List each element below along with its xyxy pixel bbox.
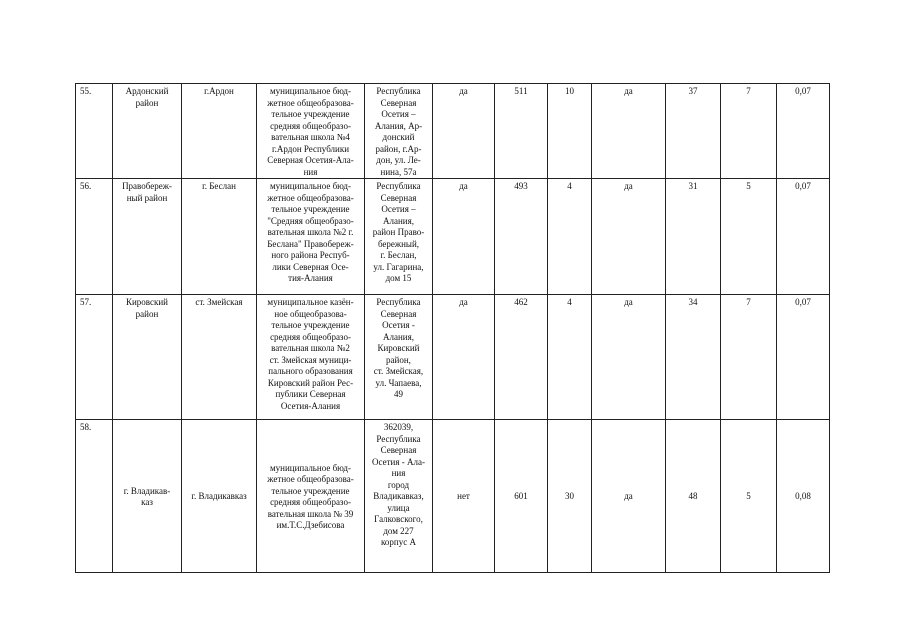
locality-cell: г.Ардон <box>182 84 257 179</box>
value-cell: 511 <box>495 84 548 179</box>
address-cell: Республика Северная Осетия – Алания, Ар- донский район, г.Ар- дон, ул. Ле- нина, 57а <box>365 84 433 179</box>
row-number: 58. <box>76 420 113 573</box>
school-name-cell: муниципальное бюд- жетное общеобразова- тельное учреждение "Средняя общеобразо- вательная школа №2 г. Беслана" Правобереж- ного района Респуб- лики Северная Осе- тия-Алания <box>257 179 365 295</box>
flag-cell: да <box>433 84 495 179</box>
value-cell: 7 <box>721 295 777 420</box>
value-cell: 30 <box>548 420 592 573</box>
schools-table <box>75 83 830 573</box>
value-cell: 37 <box>666 84 721 179</box>
value-cell: 10 <box>548 84 592 179</box>
value-cell: 462 <box>495 295 548 420</box>
district-cell: Правобереж- ный район <box>113 179 182 295</box>
value-cell: 48 <box>666 420 721 573</box>
school-name-cell: муниципальное казён- ное общеобразова- тельное учреждение средняя общеобразо- вательная школа №2 ст. Змейская муници- пального образования Кировский район Рес- публики Северная Осетия-Алания <box>257 295 365 420</box>
table-row <box>76 420 830 573</box>
school-name-cell: муниципальное бюд- жетное общеобразова- тельное учреждение средняя общеобразо- вательная школа №4 г.Ардон Республики Северная Осетия-Ала- ния <box>257 84 365 179</box>
ratio-cell: 0,08 <box>777 420 830 573</box>
ratio-cell: 0,07 <box>777 295 830 420</box>
value-cell: 7 <box>721 84 777 179</box>
value-cell: 5 <box>721 179 777 295</box>
district-cell: Кировский район <box>113 295 182 420</box>
district-cell: Ардонский район <box>113 84 182 179</box>
ratio-cell: 0,07 <box>777 179 830 295</box>
value-cell: 4 <box>548 295 592 420</box>
value-cell: 601 <box>495 420 548 573</box>
ratio-cell: 0,07 <box>777 84 830 179</box>
flag-cell: да <box>592 295 666 420</box>
locality-cell: г. Владикавказ <box>182 420 257 573</box>
value-cell: 5 <box>721 420 777 573</box>
flag-cell: да <box>433 295 495 420</box>
table-row <box>76 84 830 179</box>
district-cell: г. Владикав- каз <box>113 420 182 573</box>
school-name-cell: муниципальное бюд- жетное общеобразова- тельное учреждение средняя общеобразо- вательная школа № 39 им.Т.С.Дзебисова <box>257 420 365 573</box>
flag-cell: нет <box>433 420 495 573</box>
flag-cell: да <box>592 420 666 573</box>
flag-cell: да <box>592 84 666 179</box>
value-cell: 493 <box>495 179 548 295</box>
locality-cell: г. Беслан <box>182 179 257 295</box>
flag-cell: да <box>433 179 495 295</box>
flag-cell: да <box>592 179 666 295</box>
value-cell: 4 <box>548 179 592 295</box>
locality-cell: ст. Змейская <box>182 295 257 420</box>
address-cell: 362039, Республика Северная Осетия - Ала- ния город Владикавказ, улица Галковского, дом 227 корпус А <box>365 420 433 573</box>
row-number: 56. <box>76 179 113 295</box>
value-cell: 31 <box>666 179 721 295</box>
value-cell: 34 <box>666 295 721 420</box>
table-row <box>76 295 830 420</box>
row-number: 57. <box>76 295 113 420</box>
address-cell: Республика Северная Осетия – Алания, район Право- бережный, г. Беслан, ул. Гагарина, дом 15 <box>365 179 433 295</box>
row-number: 55. <box>76 84 113 179</box>
table-row <box>76 179 830 295</box>
address-cell: Республика Северная Осетия - Алания, Кировский район, ст. Змейская, ул. Чапаева, 49 <box>365 295 433 420</box>
